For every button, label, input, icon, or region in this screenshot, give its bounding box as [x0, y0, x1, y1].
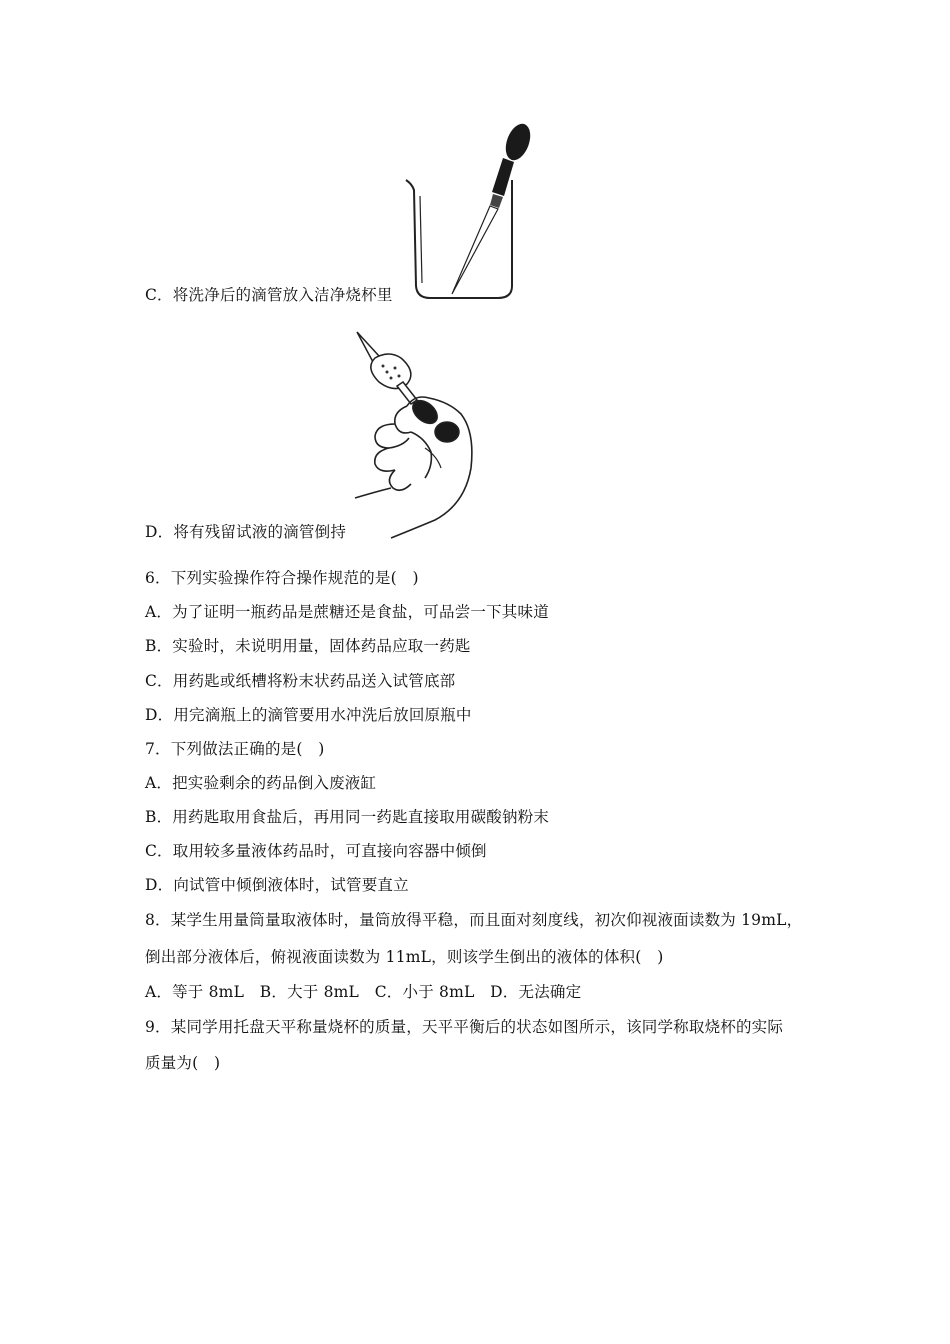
q8-stem-line2: 倒出部分液体后，俯视液面读数为 11mL，则该学生倒出的液体的体积( ) — [145, 948, 664, 966]
inverted-dropper-figure — [345, 328, 480, 540]
q8-options: A．等于 8mL B．大于 8mL C．小于 8mL D．无法确定 — [145, 983, 582, 1001]
hand-icon — [355, 397, 472, 538]
q9-stem-line2: 质量为( ) — [145, 1054, 221, 1072]
q7-option-a: A．把实验剩余的药品倒入废液缸 — [145, 774, 377, 792]
beaker-dropper-figure — [400, 118, 540, 303]
dropper-icon — [452, 120, 535, 294]
q8-stem-line1: 8．某学生用量筒量取液体时，量筒放得平稳，而且面对刻度线，初次仰视液面读数为 19mL， — [145, 911, 803, 929]
q6-option-c: C．用药匙或纸槽将粉末状药品送入试管底部 — [145, 672, 456, 690]
q7-stem: 7．下列做法正确的是( ) — [145, 740, 325, 758]
q6-option-b: B．实验时，未说明用量，固体药品应取一药匙 — [145, 637, 471, 655]
q7-option-c: C．取用较多量液体药品时，可直接向容器中倾倒 — [145, 842, 487, 860]
option-d-dropper: D．将有残留试液的滴管倒持 — [145, 523, 347, 541]
q9-stem-line1: 9．某同学用托盘天平称量烧杯的质量，天平平衡后的状态如图所示，该同学称取烧杯的实际 — [145, 1018, 784, 1036]
inverted-dropper-icon — [357, 332, 459, 442]
q7-option-b: B．用药匙取用食盐后，再用同一药匙直接取用碳酸钠粉末 — [145, 808, 550, 826]
q7-option-d: D．向试管中倾倒液体时，试管要直立 — [145, 876, 409, 894]
option-c-dropper: C．将洗净后的滴管放入洁净烧杯里 — [145, 286, 393, 304]
q6-option-a: A．为了证明一瓶药品是蔗糖还是食盐，可品尝一下其味道 — [145, 603, 549, 621]
q6-stem: 6．下列实验操作符合操作规范的是( ) — [145, 569, 419, 587]
q6-option-d: D．用完滴瓶上的滴管要用水冲洗后放回原瓶中 — [145, 706, 472, 724]
